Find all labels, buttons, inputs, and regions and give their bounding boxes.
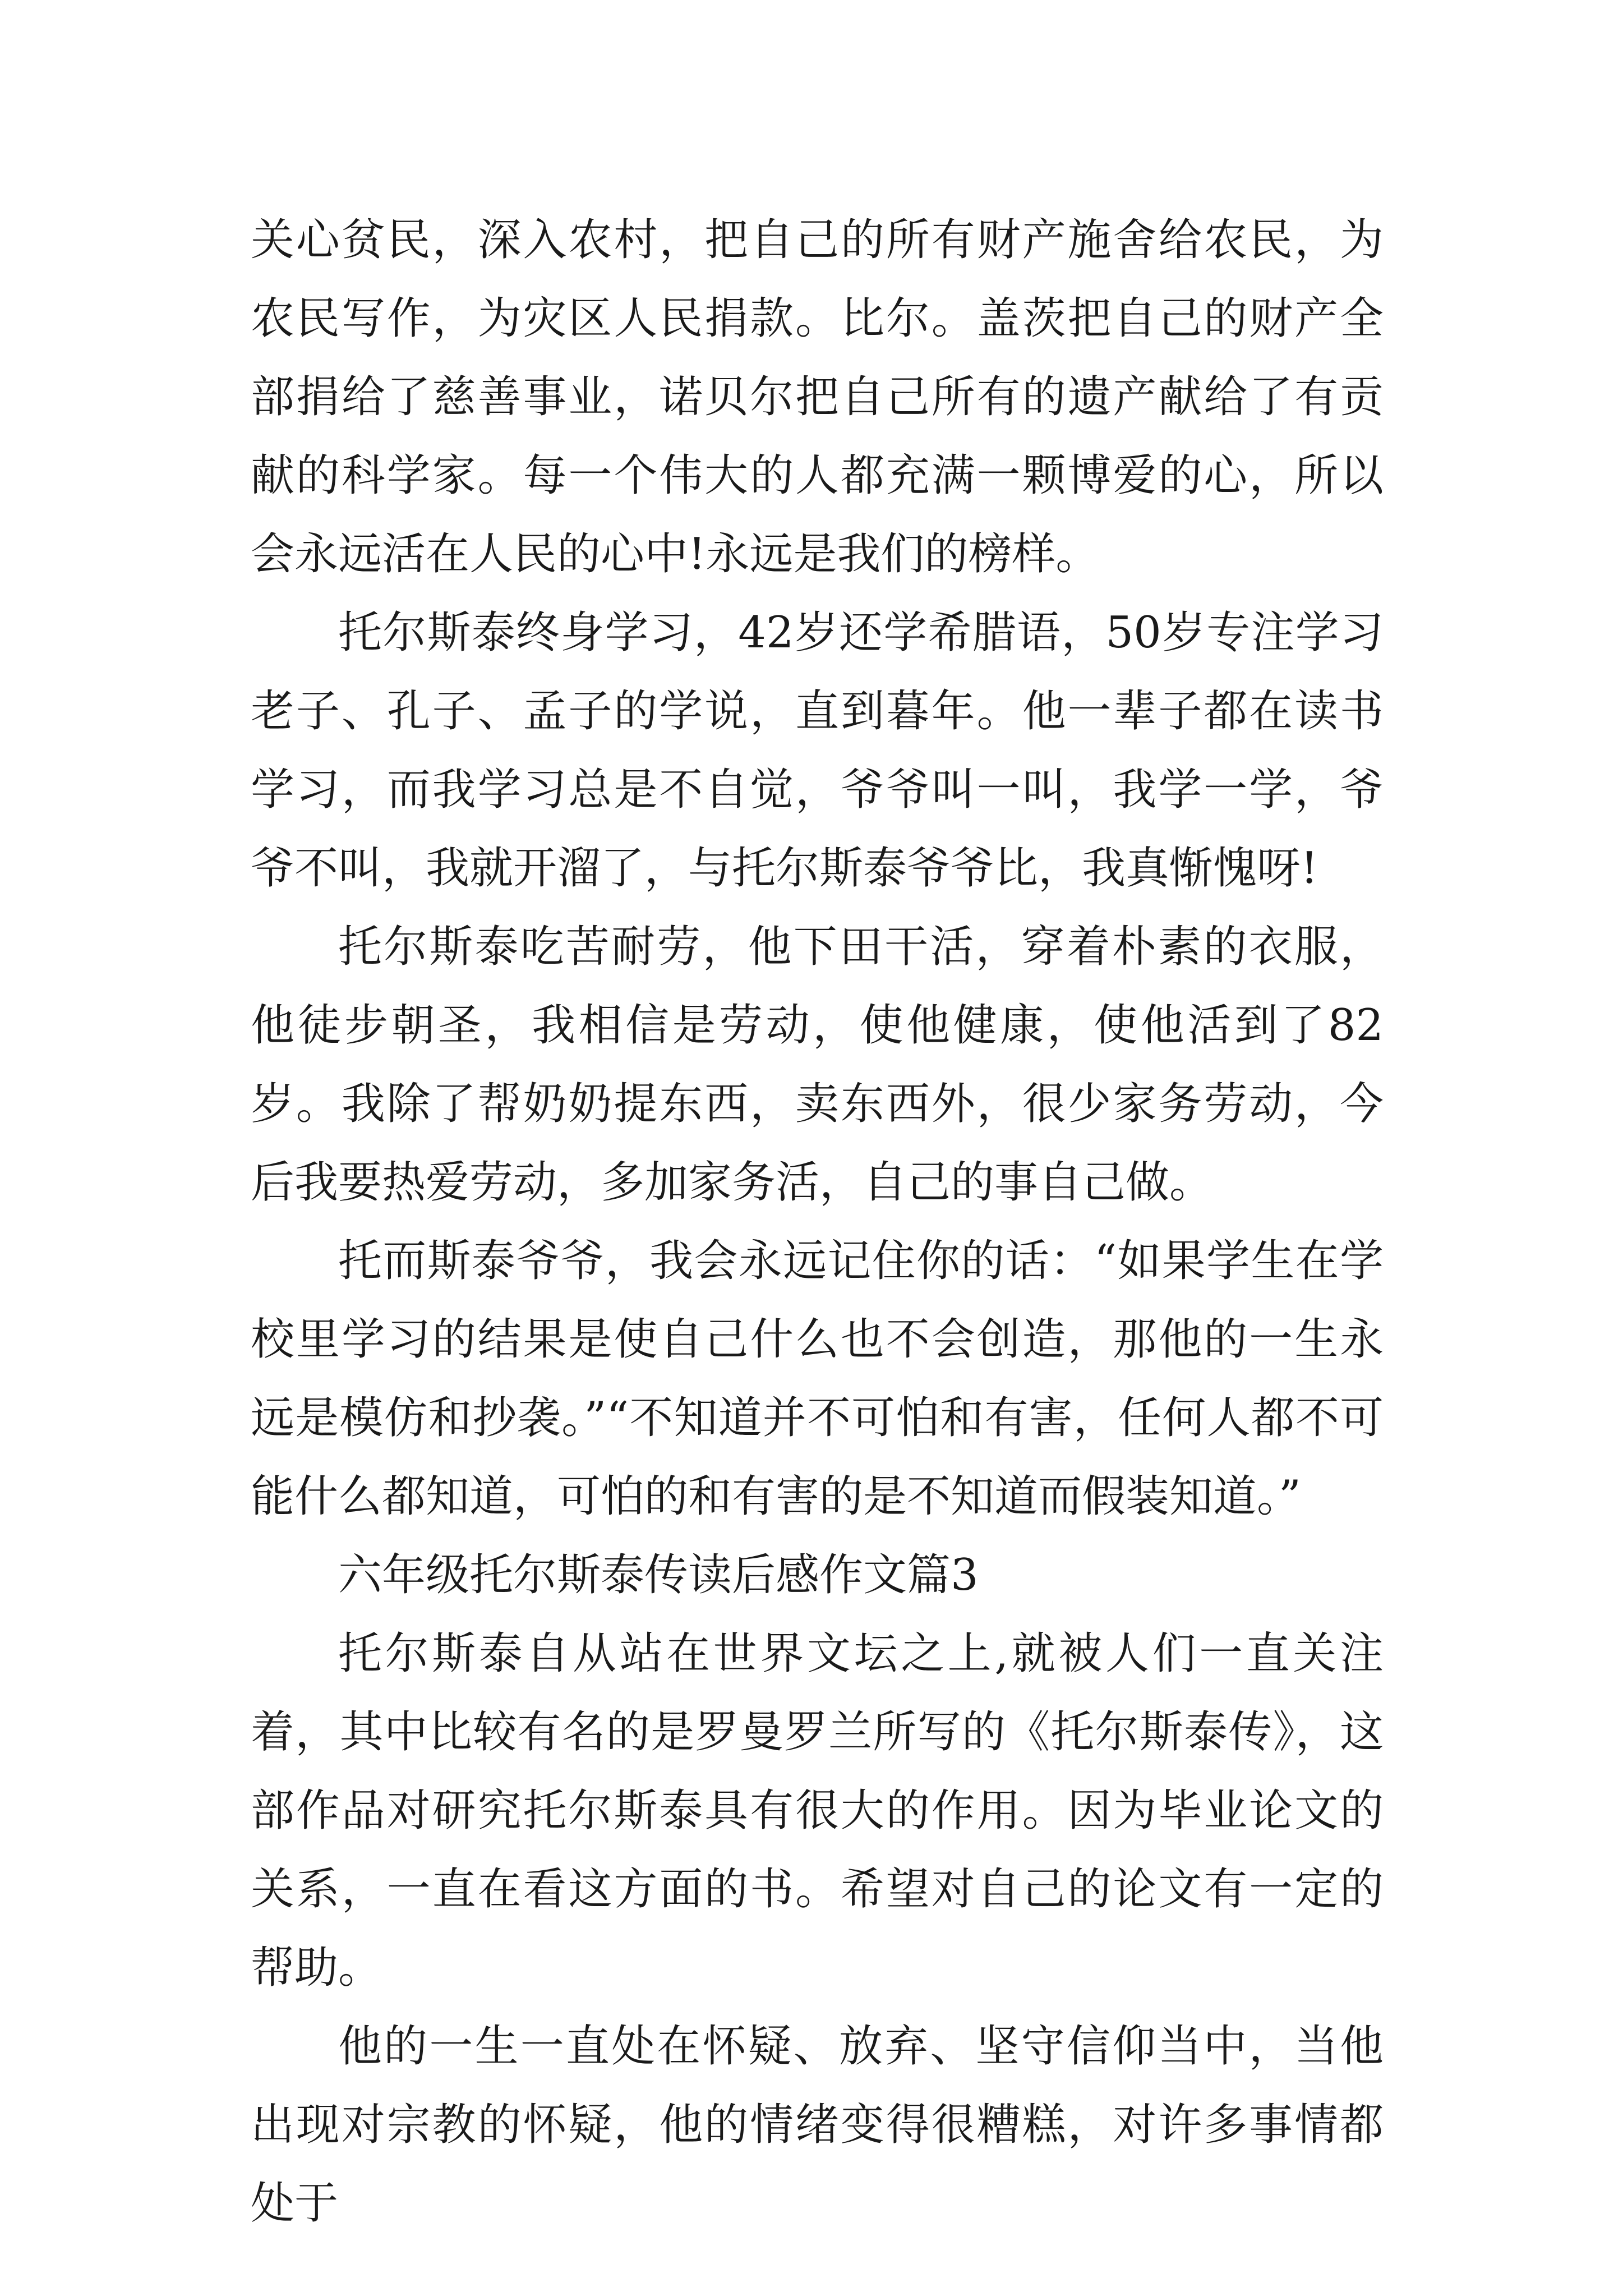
paragraph-6: 他的一生一直处在怀疑、放弃、坚守信仰当中，当他出现对宗教的怀疑，他的情绪变得很糟糕，对许多事情都处于: [251, 2021, 1384, 2229]
paragraph-3: 托尔斯泰吃苦耐劳，他下田干活，穿着朴素的衣服，他徒步朝圣，我相信是劳动，使他健康，使他活到了82岁。我除了帮奶奶提东西，卖东西外，很少家务劳动，今后我要热爱劳动，多加家务活，自己的事自己做。: [251, 922, 1384, 1208]
section-heading: 六年级托尔斯泰传读后感作文篇3: [338, 1550, 979, 1600]
paragraph-4: 托而斯泰爷爷，我会永远记住你的话：“如果学生在学校里学习的结果是使自己什么也不会创造，那他的一生永远是模仿和抄袭。”“不知道并不可怕和有害，任何人都不可能什么都知道，可怕的和有害的是不知道而假装知道。”: [251, 1236, 1384, 1522]
paragraph-1: 关心贫民，深入农村，把自己的所有财产施舍给农民，为农民写作，为灾区人民捐款。比尔。盖茨把自己的财产全部捐给了慈善事业，诺贝尔把自己所有的遗产献给了有贡献的科学家。每一个伟大的人都充满一颗博爱的心，所以会永远活在人民的心中!永远是我们的榜样。: [251, 215, 1384, 579]
paragraph-5: 托尔斯泰自从站在世界文坛之上,就被人们一直关注着，其中比较有名的是罗曼罗兰所写的《托尔斯泰传》，这部作品对研究托尔斯泰具有很大的作用。因为毕业论文的关系，一直在看这方面的书。希望对自己的论文有一定的帮助。: [251, 1628, 1384, 1993]
document-body: [251, 201, 1384, 2243]
paragraph-2: 托尔斯泰终身学习，42岁还学希腊语，50岁专注学习老子、孔子、孟子的学说，直到暮年。他一辈子都在读书学习，而我学习总是不自觉，爷爷叫一叫，我学一学，爷爷不叫，我就开溜了，与托尔斯泰爷爷比，我真惭愧呀!: [251, 608, 1384, 894]
